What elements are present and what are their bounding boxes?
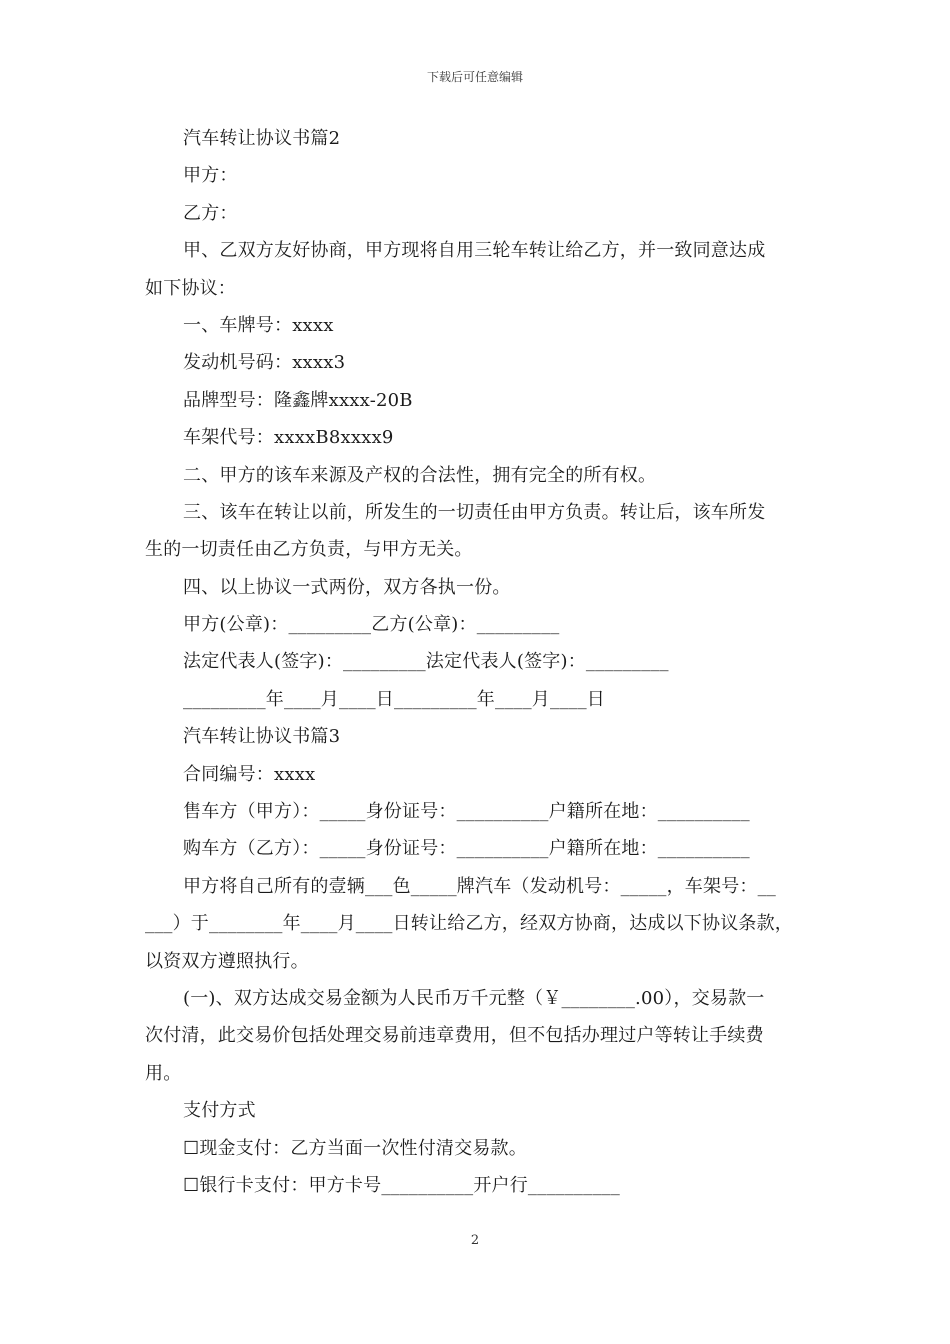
engine-number-line: 发动机号码：xxxx3 [183, 352, 346, 374]
section-title: 汽车转让协议书篇3 [183, 726, 341, 748]
paragraph-line: 以资双方遵照执行。 [145, 950, 309, 972]
plate-number-line: 一、车牌号：xxxx [183, 314, 334, 336]
cash-payment-option: ☐现金支付：乙方当面一次性付清交易款。 [183, 1137, 527, 1159]
seller-line: 售车方（甲方）：_____身份证号：__________户籍所在地：__________ [183, 801, 750, 823]
party-a-label: 甲方： [183, 165, 238, 187]
paragraph-line: 甲、乙双方友好协商，甲方现将自用三轮车转让给乙方，并一致同意达成 [183, 240, 766, 262]
clause-line: 四、以上协议一式两份，双方各执一份。 [183, 576, 511, 598]
section-title: 汽车转让协议书篇2 [183, 128, 341, 149]
clause-line: 三、该车在转让以前，所发生的一切责任由甲方负责。转让后，该车所发 [183, 501, 766, 523]
frame-code-line: 车架代号：xxxxB8xxxx9 [183, 427, 394, 449]
clause-line: 二、甲方的该车来源及产权的合法性，拥有完全的所有权。 [183, 464, 657, 486]
paragraph-line: ___）于________年____月____日转让给乙方，经双方协商，达成以下协议条款， [145, 913, 793, 935]
clause-line: 生的一切责任由乙方负责，与甲方无关。 [145, 539, 473, 561]
paragraph-line: 如下协议： [145, 277, 236, 299]
page-header-note: 下载后可任意编辑 [426, 70, 523, 84]
page-number: 2 [470, 1233, 480, 1248]
bank-card-payment-option: ☐银行卡支付：甲方卡号__________开户行__________ [183, 1174, 620, 1196]
paragraph-line: (一)、双方达成交易金额为人民币万千元整（￥________.00），交易款一 [183, 987, 765, 1009]
contract-number-line: 合同编号：xxxx [183, 763, 316, 785]
paragraph-line: 甲方将自己所有的壹辆___色_____牌汽车（发动机号：_____，车架号：__ [183, 875, 776, 897]
paragraph-line: 用。 [145, 1062, 182, 1084]
date-line: _________年____月____日_________年____月____日 [183, 688, 605, 710]
buyer-line: 购车方（乙方）：_____身份证号：__________户籍所在地：__________ [183, 838, 750, 860]
signature-line: 法定代表人(签字)：_________法定代表人(签字)：_________ [183, 651, 669, 673]
seal-line: 甲方(公章)：_________乙方(公章)：_________ [183, 614, 560, 636]
paragraph-line: 次付清，此交易价包括处理交易前违章费用，但不包括办理过户等转让手续费 [145, 1025, 764, 1047]
payment-method-heading: 支付方式 [183, 1100, 256, 1122]
brand-model-line: 品牌型号：隆鑫牌xxxx-20B [183, 389, 413, 411]
party-b-label: 乙方： [183, 202, 238, 224]
document-body [145, 120, 821, 1204]
